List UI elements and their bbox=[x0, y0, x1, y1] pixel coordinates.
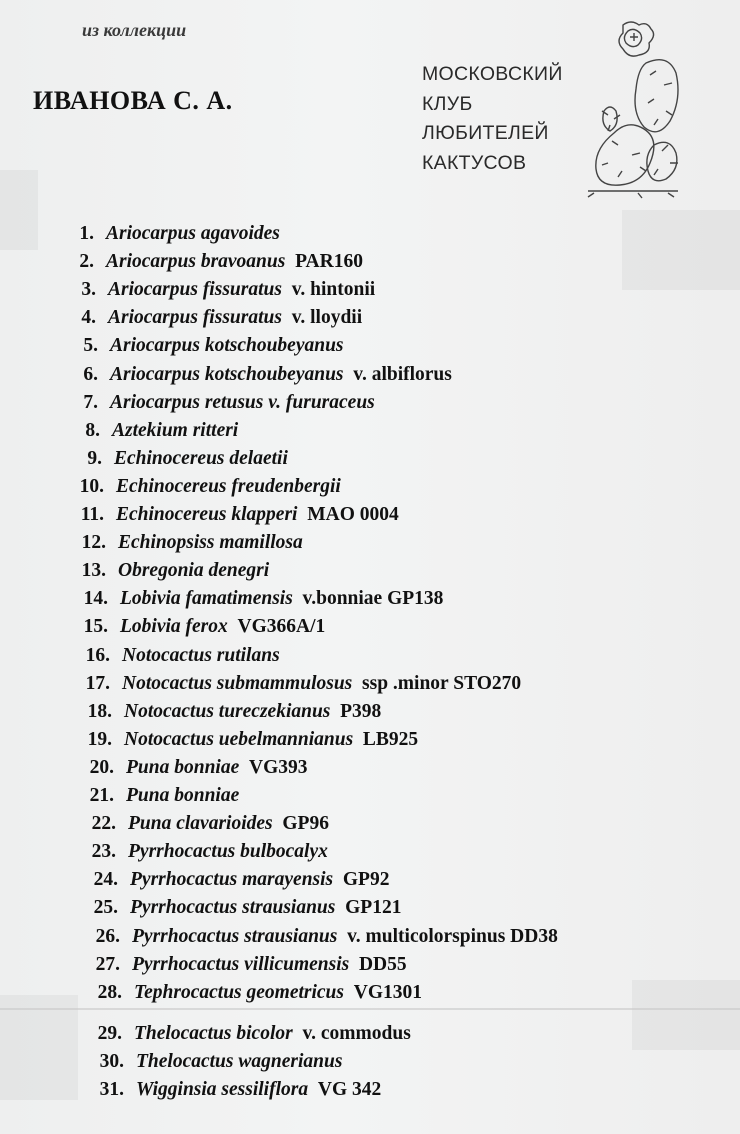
item-number: 31. bbox=[99, 1079, 124, 1100]
item-number: 30. bbox=[99, 1051, 124, 1072]
collection-owner: ИВАНОВА С. А. bbox=[33, 86, 233, 115]
scan-shadow-left bbox=[0, 170, 38, 250]
variety-code: VG393 bbox=[249, 756, 308, 778]
variety-code: v. commodus bbox=[302, 1023, 411, 1044]
species-name: Ariocarpus fissuratus bbox=[108, 307, 282, 329]
page-fold-line bbox=[0, 1008, 740, 1010]
item-number: 5. bbox=[83, 335, 98, 357]
item-number: 29. bbox=[97, 1023, 122, 1044]
list-item bbox=[86, 923, 558, 951]
list-item bbox=[60, 248, 363, 276]
list-item bbox=[62, 276, 375, 304]
list-item bbox=[88, 1020, 411, 1048]
list-item bbox=[76, 642, 280, 670]
scan-shadow-bottom-left bbox=[0, 995, 78, 1100]
item-number: 22. bbox=[91, 813, 116, 835]
list-item bbox=[88, 979, 422, 1007]
species-name: Thelocactus wagnerianus bbox=[136, 1051, 343, 1072]
variety-code: ssp .minor STO270 bbox=[362, 672, 522, 694]
species-name: Echinopsiss mamillosa bbox=[118, 532, 303, 554]
item-number: 1. bbox=[79, 223, 94, 244]
species-name: Echinocereus freudenbergii bbox=[116, 475, 341, 497]
variety-code: GP121 bbox=[345, 897, 402, 919]
species-name: Notocactus rutilans bbox=[122, 644, 280, 666]
item-number: 15. bbox=[83, 616, 108, 638]
item-number: 2. bbox=[79, 251, 94, 273]
list-item bbox=[66, 417, 238, 445]
variety-code: VG1301 bbox=[353, 981, 422, 1003]
species-name: Notocactus submammulosus bbox=[122, 672, 353, 694]
club-name-line: КАКТУСОВ bbox=[422, 151, 527, 174]
species-name: Tephrocactus geometricus bbox=[134, 981, 344, 1003]
variety-code: PAR160 bbox=[295, 251, 363, 273]
species-name: Echinocereus klapperi bbox=[116, 504, 298, 525]
species-name: Lobivia ferox bbox=[120, 616, 228, 638]
variety-code: VG366A/1 bbox=[237, 616, 326, 638]
collection-subtitle: из коллекции bbox=[82, 20, 187, 40]
item-number: 13. bbox=[81, 560, 106, 582]
list-item bbox=[76, 670, 521, 698]
list-item bbox=[84, 866, 389, 894]
item-number: 14. bbox=[83, 588, 108, 610]
variety-code: v. albiflorus bbox=[353, 363, 452, 385]
variety-code: GP96 bbox=[282, 813, 329, 835]
species-name: Ariocarpus agavoides bbox=[106, 223, 280, 244]
item-number: 9. bbox=[87, 447, 102, 469]
variety-code: v.bonniae GP138 bbox=[302, 588, 444, 610]
variety-code: v. multicolorspinus DD38 bbox=[347, 925, 558, 947]
species-name: Aztekium ritteri bbox=[112, 419, 239, 441]
item-number: 20. bbox=[89, 756, 114, 778]
list-item bbox=[68, 445, 288, 473]
list-item bbox=[72, 557, 269, 585]
list-item bbox=[90, 1076, 381, 1104]
item-number: 7. bbox=[83, 391, 98, 413]
item-number: 3. bbox=[81, 279, 96, 301]
item-number: 19. bbox=[87, 728, 112, 750]
club-name bbox=[422, 60, 563, 178]
item-number: 27. bbox=[95, 953, 120, 975]
list-item bbox=[74, 613, 325, 641]
item-number: 16. bbox=[85, 644, 110, 666]
species-name: Pyrrhocactus strausianus bbox=[132, 925, 338, 947]
list-item bbox=[86, 951, 407, 979]
list-item bbox=[72, 529, 303, 557]
species-name: Pyrrhocactus villicumensis bbox=[132, 953, 350, 975]
species-name: Puna bonniae bbox=[126, 785, 240, 806]
species-name: Pyrrhocactus strausianus bbox=[130, 897, 336, 919]
item-number: 6. bbox=[83, 363, 98, 385]
species-name: Pyrrhocactus marayensis bbox=[130, 869, 334, 891]
scan-shadow-right-top bbox=[622, 210, 740, 290]
item-number: 24. bbox=[93, 869, 118, 891]
list-item bbox=[64, 332, 344, 360]
species-name: Lobivia famatimensis bbox=[120, 588, 293, 610]
item-number: 23. bbox=[91, 841, 116, 863]
list-item bbox=[74, 585, 443, 613]
variety-code: P398 bbox=[340, 700, 382, 722]
species-name: Thelocactus bicolor bbox=[134, 1023, 293, 1044]
species-name: Notocactus uebelmannianus bbox=[124, 728, 354, 750]
list-item bbox=[82, 810, 329, 838]
species-name: Ariocarpus kotschoubeyanus bbox=[110, 335, 344, 357]
species-name: Ariocarpus bravoanus bbox=[106, 251, 286, 273]
list-item bbox=[70, 473, 341, 501]
item-number: 25. bbox=[93, 897, 118, 919]
variety-code: DD55 bbox=[358, 953, 407, 975]
item-number: 26. bbox=[95, 925, 120, 947]
list-item bbox=[62, 304, 362, 332]
species-name: Ariocarpus retusus v. fururaceus bbox=[110, 391, 375, 413]
species-name: Notocactus tureczekianus bbox=[124, 700, 331, 722]
scan-shadow-bottom-right bbox=[632, 980, 740, 1050]
item-number: 21. bbox=[89, 785, 114, 806]
item-number: 8. bbox=[85, 419, 100, 441]
item-number: 11. bbox=[80, 504, 104, 525]
species-name: Ariocarpus kotschoubeyanus bbox=[110, 363, 344, 385]
club-name-line: ЛЮБИТЕЛЕЙ bbox=[422, 122, 549, 144]
item-number: 12. bbox=[81, 532, 106, 554]
species-name: Obregonia denegri bbox=[118, 560, 270, 582]
list-item bbox=[60, 220, 280, 248]
species-name: Echinocereus delaetii bbox=[114, 447, 288, 469]
list-item bbox=[64, 389, 375, 417]
item-number: 17. bbox=[85, 672, 110, 694]
item-number: 18. bbox=[87, 700, 112, 722]
variety-code: v. lloydii bbox=[291, 307, 363, 329]
item-number: 28. bbox=[97, 981, 122, 1003]
species-name: Puna bonniae bbox=[126, 756, 240, 778]
variety-code: MAO 0004 bbox=[307, 504, 399, 525]
list-item bbox=[90, 1048, 342, 1076]
species-name: Puna clavarioides bbox=[128, 813, 273, 835]
list-item bbox=[64, 361, 452, 389]
list-item bbox=[80, 782, 239, 810]
species-name: Ariocarpus fissuratus bbox=[108, 279, 282, 301]
item-number: 4. bbox=[81, 307, 96, 329]
variety-code: GP92 bbox=[342, 869, 390, 891]
variety-code: VG 342 bbox=[317, 1079, 382, 1100]
variety-code: LB925 bbox=[362, 728, 419, 750]
list-item bbox=[84, 894, 401, 922]
species-name: Wigginsia sessiliflora bbox=[136, 1079, 309, 1100]
variety-code: v. hintonii bbox=[291, 279, 376, 301]
club-name-line: КЛУБ bbox=[422, 92, 473, 115]
species-name: Pyrrhocactus bulbocalyx bbox=[128, 841, 328, 863]
list-item bbox=[70, 501, 399, 529]
list-item bbox=[78, 698, 381, 726]
list-item bbox=[80, 754, 308, 782]
list-item bbox=[82, 838, 328, 866]
list-item bbox=[78, 726, 418, 754]
item-number: 10. bbox=[79, 475, 104, 497]
club-name-line: МОСКОВСКИЙ bbox=[422, 63, 563, 85]
